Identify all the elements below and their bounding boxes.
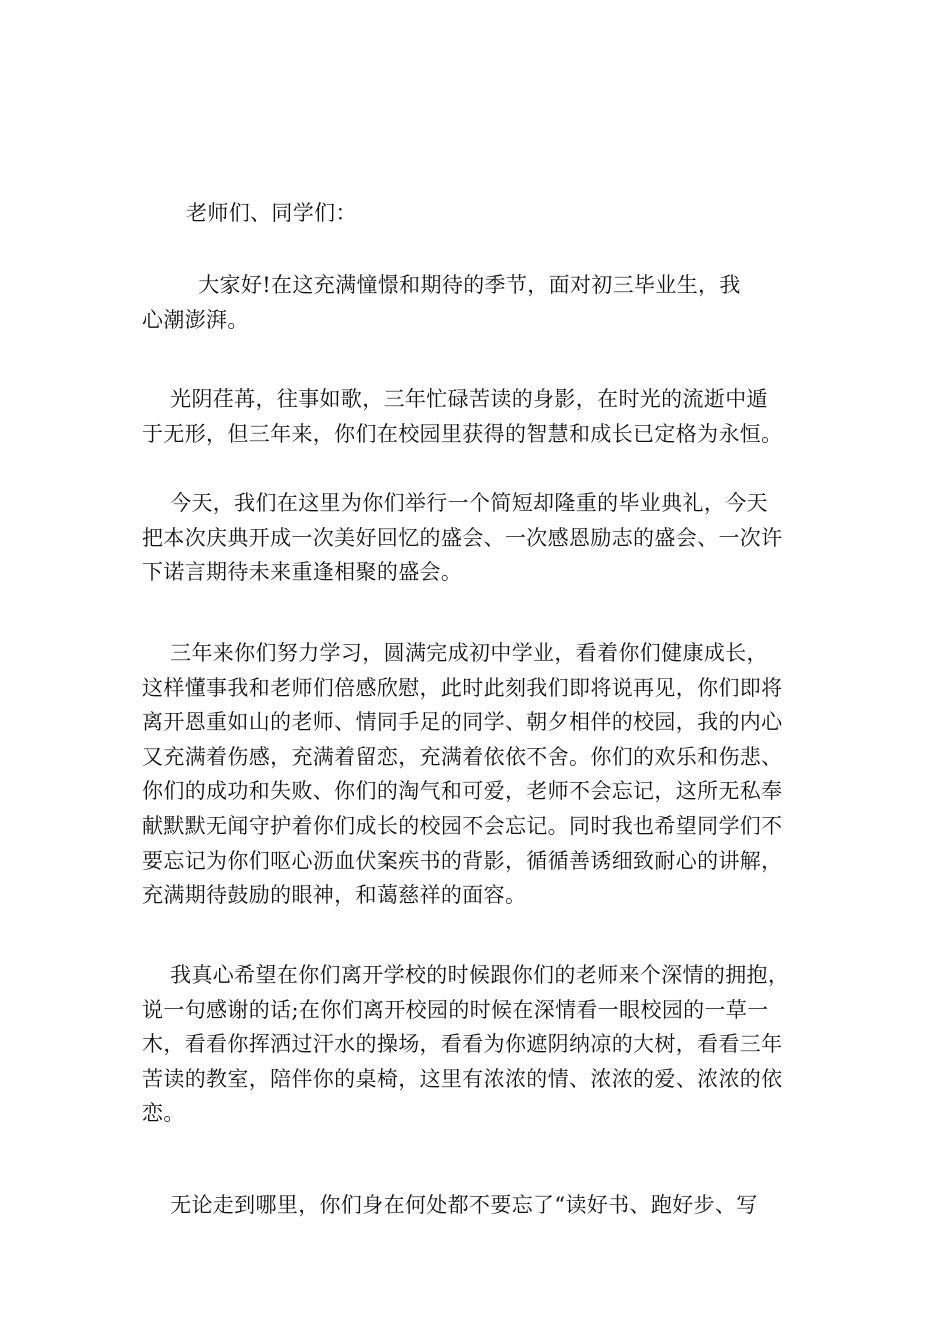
paragraph-line: 又充满着伤感，充满着留恋，充满着依依不舍。你们的欢乐和伤悲、 (142, 744, 783, 769)
paragraph-greeting (142, 268, 812, 337)
paragraph-line: 说一句感谢的话;在你们离开校园的时候在深情看一眼校园的一草一 (142, 997, 769, 1022)
paragraph-farewell (142, 958, 812, 1131)
paragraph-wherever (142, 1188, 812, 1223)
paragraph-line: 于无形，但三年来，你们在校园里获得的智慧和成长已定格为永恒。 (142, 421, 783, 446)
paragraph-line: 把本次庆典开成一次美好回忆的盛会、一次感恩励志的盛会、一次许 (142, 525, 783, 550)
paragraph-line: 这样懂事我和老师们倍感欣慰，此时此刻我们即将说再见，你们即将 (142, 675, 783, 700)
paragraph-line: 无论走到哪里，你们身在何处都不要忘了“读好书、跑好步、写 (142, 1193, 758, 1217)
paragraph-line: 苦读的教室，陪伴你的桌椅，这里有浓浓的情、浓浓的爱、浓浓的依 (142, 1066, 783, 1091)
paragraph-line: 你们的成功和失败、你们的淘气和可爱，老师不会忘记，这所无私奉 (142, 779, 783, 804)
paragraph-line: 献默默无闻守护着你们成长的校园不会忘记。同时我也希望同学们不 (142, 813, 783, 838)
paragraph-line: 光阴荏苒，往事如歌，三年忙碌苦读的身影，在时光的流逝中遁 (142, 387, 768, 411)
paragraph-three-years (142, 636, 812, 913)
paragraph-line: 离开恩重如山的老师、情同手足的同学、朝夕相伴的校园，我的内心 (142, 710, 783, 735)
paragraph-line: 木，看看你挥洒过汗水的操场，看看为你遮阴纳凉的大树，看看三年 (142, 1032, 783, 1057)
paragraph-line: 三年来你们努力学习，圆满完成初中学业，看着你们健康成长， (142, 641, 768, 665)
paragraph-line: 下诺言期待未来重逢相聚的盛会。 (142, 560, 463, 585)
paragraph-line: 心潮澎湃。 (142, 307, 249, 332)
salutation (142, 196, 812, 231)
paragraph-line: 今天，我们在这里为你们举行一个简短却隆重的毕业典礼，今天 (142, 491, 768, 515)
paragraph-line: 大家好!在这充满憧憬和期待的季节，面对初三毕业生，我 (142, 273, 741, 297)
paragraph-time (142, 382, 812, 451)
paragraph-ceremony (142, 486, 812, 590)
paragraph-line: 要忘记为你们呕心沥血伏案疾书的背影，循循善诱细致耐心的讲解， (142, 848, 783, 873)
paragraph-line: 恋。 (142, 1101, 185, 1126)
salutation-line: 老师们、同学们： (186, 201, 357, 225)
paragraph-line: 我真心希望在你们离开学校的时候跟你们的老师来个深情的拥抱， (142, 963, 790, 987)
paragraph-line: 充满期待鼓励的眼神，和蔼慈祥的面容。 (142, 883, 527, 908)
